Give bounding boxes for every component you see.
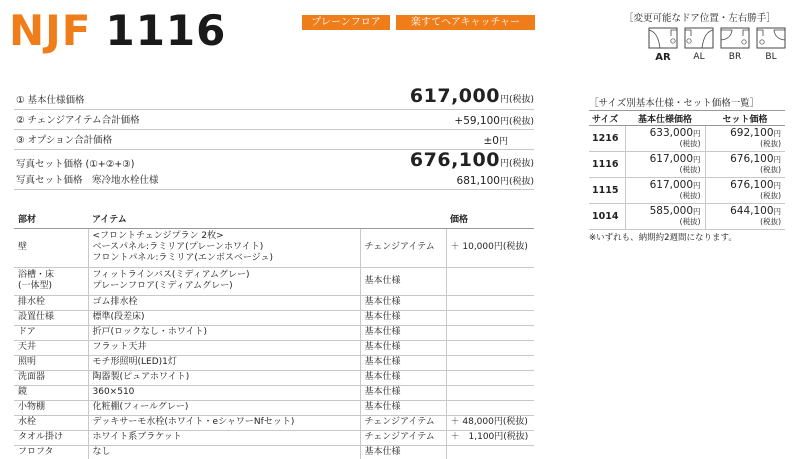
price-value: 617,000: [649, 179, 693, 191]
spec-part: 浴槽・床 (一体型): [14, 267, 88, 295]
size-code: 1216: [589, 126, 625, 152]
size-set-price: [705, 152, 785, 178]
spec-item: [88, 385, 360, 400]
door-ar-icon: [648, 27, 678, 49]
spec-part: 壁: [14, 228, 88, 267]
price-unit: 円: [773, 155, 781, 164]
spec-part: 水栓: [14, 415, 88, 430]
price-unit: 円: [693, 129, 701, 138]
spec-item: [88, 370, 360, 385]
spec-item-line: 360×510: [92, 387, 135, 397]
spec-part: ドア: [14, 325, 88, 340]
photo-set-price-value: 676,100円(税抜): [409, 149, 534, 171]
price-value: 692,100: [730, 127, 774, 139]
spec-item: [88, 355, 360, 370]
spec-row: [14, 340, 534, 355]
spec-row: [14, 445, 534, 459]
spec-item-line: なし: [92, 447, 111, 457]
cold-region-price-label: 写真セット価格 寒冷地水栓仕様: [16, 175, 159, 186]
spec-class: 基本仕様: [360, 445, 446, 459]
option-price-label: ③ オプション合計価格: [16, 135, 113, 146]
spec-price: [446, 295, 534, 310]
tax-note: (税抜): [760, 217, 781, 226]
tax-note: (税抜): [679, 217, 701, 226]
spec-table: [14, 210, 534, 459]
cold-region-price-value: 681,100円(税抜): [456, 175, 534, 187]
spec-item-line: ベースパネル:ラミリア(プレーンホワイト): [92, 242, 264, 252]
spec-class: 基本仕様: [360, 267, 446, 295]
spec-part: 鏡: [14, 385, 88, 400]
spec-item-line: 陶器製(ピュアホワイト): [92, 372, 190, 382]
size-code: 1116: [589, 152, 625, 178]
spec-item: [88, 415, 360, 430]
price-value: 633,000: [649, 127, 693, 139]
spec-class: 基本仕様: [360, 400, 446, 415]
size-row: [589, 152, 785, 178]
spec-class: 基本仕様: [360, 310, 446, 325]
door-option-al[interactable]: [684, 27, 714, 63]
spec-part: タオル掛け: [14, 430, 88, 445]
size-table-title: ［サイズ別基本仕様・セット価格一覧］: [589, 98, 760, 109]
spec-part: フロフタ: [14, 445, 88, 459]
spec-item: [88, 340, 360, 355]
spec-class: 基本仕様: [360, 295, 446, 310]
spec-part: 設置仕様: [14, 310, 88, 325]
price-unit: 円: [773, 207, 781, 216]
column-header-price: 価格: [446, 210, 534, 228]
spec-item-line: フラット天井: [92, 342, 147, 352]
tax-note: (税抜): [760, 139, 781, 148]
change-price-row: [14, 110, 534, 130]
door-option-label: AL: [693, 52, 705, 62]
spec-row: [14, 310, 534, 325]
price-unit: 円: [773, 181, 781, 190]
size-row: [589, 204, 785, 230]
spec-class: 基本仕様: [360, 340, 446, 355]
change-price-label: ② チェンジアイテム合計価格: [16, 115, 140, 126]
photo-set-price-label: 写真セット価格 (①+②+③): [16, 159, 135, 170]
tax-note: (税抜): [760, 191, 781, 200]
price-unit: 円: [773, 129, 781, 138]
spec-row: [14, 430, 534, 445]
base-price-row: [14, 85, 534, 110]
price-unit: 円: [693, 207, 701, 216]
price-unit: 円: [693, 155, 701, 164]
spec-row: [14, 295, 534, 310]
size-set-price: [705, 178, 785, 204]
door-position-options: [648, 27, 786, 63]
size-code: 1014: [589, 204, 625, 230]
price-value: 585,000: [649, 205, 693, 217]
spec-price: [446, 325, 534, 340]
spec-price: ＋ 1,100円(税抜): [446, 430, 534, 445]
feature-tag-hair-catcher: 楽すてヘアキャッチャー: [396, 15, 535, 30]
door-bl-icon: [756, 27, 786, 49]
spec-class: 基本仕様: [360, 385, 446, 400]
column-header-size: サイズ: [589, 111, 625, 126]
delivery-note: ※いずれも、納期約2週間になります。: [589, 233, 737, 243]
spec-part: 洗面器: [14, 370, 88, 385]
price-value: 617,000: [649, 153, 693, 165]
cold-region-price-row: [14, 170, 534, 190]
door-option-ar[interactable]: [648, 27, 678, 63]
model-code: NJF: [9, 6, 92, 55]
option-price-value: ±0円: [483, 135, 508, 147]
option-price-row: [14, 130, 534, 150]
spec-item-line: <フロントチェンジプラン 2枚>: [92, 231, 224, 241]
size-price-table: [589, 110, 785, 230]
spec-item-line: 折戸(ロックなし・ホワイト): [92, 327, 208, 337]
spec-part: 天井: [14, 340, 88, 355]
spec-row: [14, 415, 534, 430]
spec-price: [446, 310, 534, 325]
column-header-set-price: セット価格: [705, 111, 785, 126]
base-price-label: ① 基本仕様価格: [16, 95, 85, 106]
door-option-label: AR: [655, 52, 671, 63]
size-base-price: [625, 126, 705, 152]
spec-item: [88, 228, 360, 267]
size-row: [589, 126, 785, 152]
spec-item-line: 化粧棚(フィールグレー): [92, 402, 189, 412]
spec-item-line: ホワイト系ブラケット: [92, 432, 182, 442]
spec-item: [88, 267, 360, 295]
spec-price: [446, 400, 534, 415]
spec-item-line: ゴム排水栓: [92, 297, 138, 307]
size-base-price: [625, 204, 705, 230]
spec-item-line: モチ形照明(LED)1灯: [92, 357, 177, 367]
spec-row: [14, 325, 534, 340]
spec-item-line: デッキサーモ水栓(ホワイト・eシャワーNfセット): [92, 417, 295, 427]
feature-tag-plain-floor: プレーンフロア: [302, 15, 390, 30]
spec-price: [446, 355, 534, 370]
size-code: 1115: [589, 178, 625, 204]
spec-price: [446, 267, 534, 295]
column-header-item: アイテム: [88, 210, 360, 228]
spec-part: 排水栓: [14, 295, 88, 310]
spec-row: [14, 400, 534, 415]
spec-class: チェンジアイテム: [360, 430, 446, 445]
tax-note: (税抜): [760, 165, 781, 174]
price-value: 676,100: [730, 179, 774, 191]
spec-row: [14, 228, 534, 267]
column-header-base-price: 基本仕様価格: [625, 111, 705, 126]
spec-price: [446, 385, 534, 400]
door-option-br[interactable]: [720, 27, 750, 63]
spec-price: [446, 340, 534, 355]
size-base-price: [625, 178, 705, 204]
change-price-value: +59,100円(税抜): [454, 115, 534, 127]
spec-class: チェンジアイテム: [360, 415, 446, 430]
spec-table-header: [14, 210, 534, 228]
spec-class: チェンジアイテム: [360, 228, 446, 267]
price-value: 644,100: [730, 205, 774, 217]
spec-item: [88, 400, 360, 415]
door-option-label: BL: [765, 52, 777, 62]
model-name: [9, 6, 226, 56]
size-row: [589, 178, 785, 204]
tax-note: (税抜): [679, 139, 701, 148]
spec-class: 基本仕様: [360, 355, 446, 370]
column-header-part: 部材: [14, 210, 88, 228]
door-position-title: ［変更可能なドア位置・左右勝手］: [624, 13, 776, 24]
spec-item-line: 標準(段差床): [92, 312, 145, 322]
tax-note: (税抜): [679, 191, 701, 200]
spec-part: 照明: [14, 355, 88, 370]
spec-item-line: フィットラインバス(ミディアムグレー): [92, 270, 250, 280]
door-al-icon: [684, 27, 714, 49]
size-set-price: [705, 126, 785, 152]
base-price-value: 617,000円(税抜): [409, 85, 534, 107]
model-number: 1116: [105, 6, 227, 55]
spec-row: [14, 385, 534, 400]
spec-item-line: フロントパネル:ラミリア(エンボスベージュ): [92, 253, 274, 263]
feature-tags: [302, 15, 535, 30]
size-base-price: [625, 152, 705, 178]
spec-price: ＋ 10,000円(税抜): [446, 228, 534, 267]
column-header-class: [360, 210, 446, 228]
tax-note: (税抜): [679, 165, 701, 174]
spec-row: [14, 267, 534, 295]
spec-class: 基本仕様: [360, 325, 446, 340]
spec-price: [446, 370, 534, 385]
door-br-icon: [720, 27, 750, 49]
spec-price: [446, 445, 534, 459]
spec-class: 基本仕様: [360, 370, 446, 385]
spec-item: [88, 430, 360, 445]
spec-row: [14, 370, 534, 385]
door-option-bl[interactable]: [756, 27, 786, 63]
spec-item-line: プレーンフロア(ミディアムグレー): [92, 281, 233, 291]
spec-part: 小物棚: [14, 400, 88, 415]
spec-price: ＋ 48,000円(税抜): [446, 415, 534, 430]
door-option-label: BR: [728, 52, 742, 62]
spec-row: [14, 355, 534, 370]
size-set-price: [705, 204, 785, 230]
spec-item: [88, 445, 360, 459]
spec-item: [88, 325, 360, 340]
price-unit: 円: [693, 181, 701, 190]
price-value: 676,100: [730, 153, 774, 165]
size-table-header: [589, 111, 785, 126]
spec-item: [88, 295, 360, 310]
spec-item: [88, 310, 360, 325]
